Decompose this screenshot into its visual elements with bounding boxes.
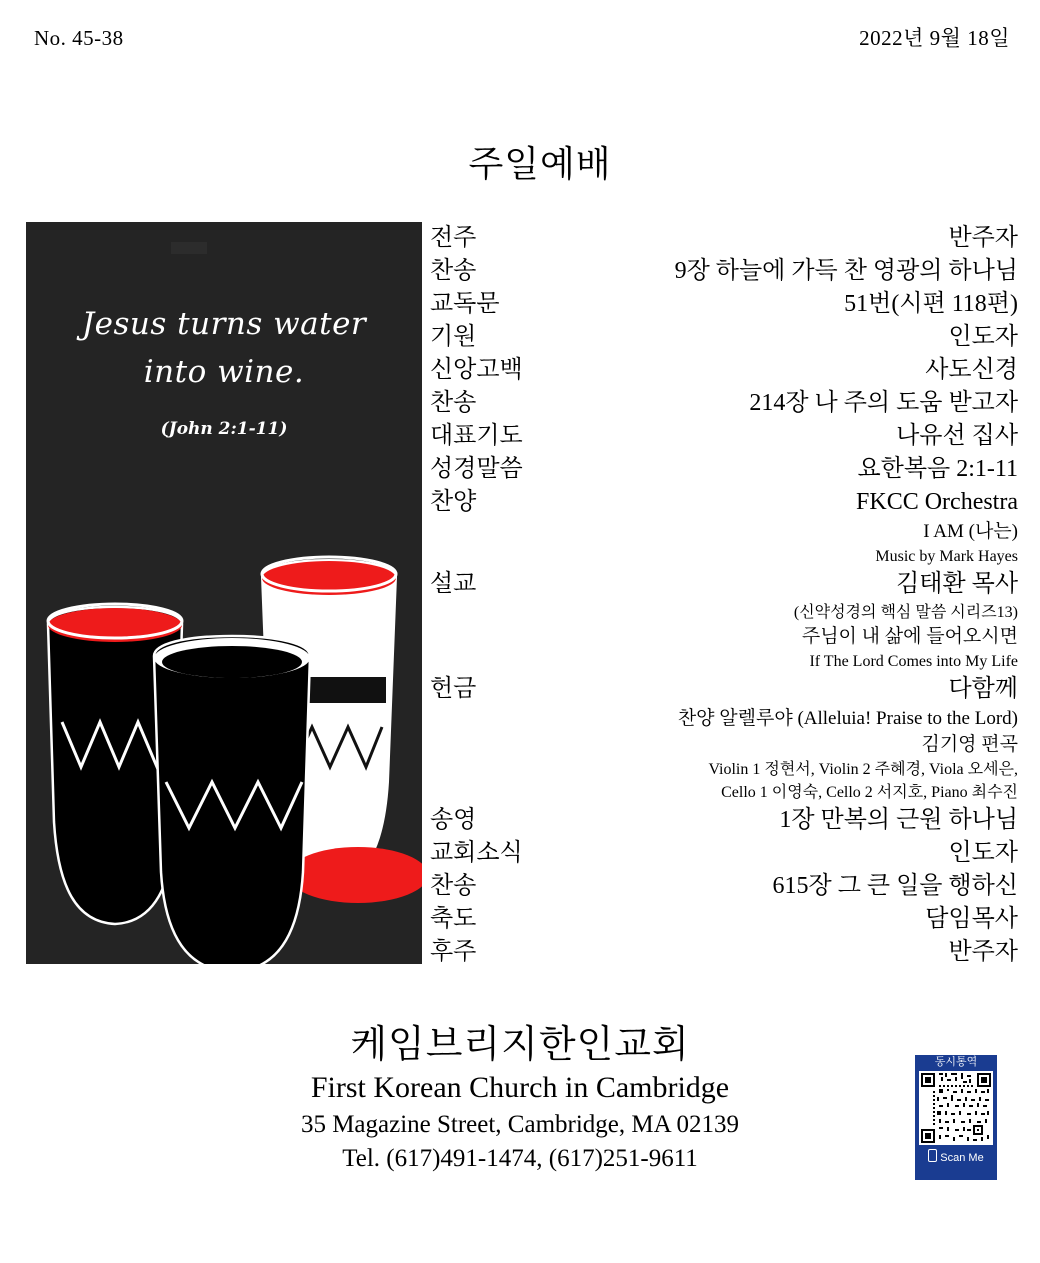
- order-label: 찬송: [430, 390, 477, 416]
- order-value: 인도자: [948, 840, 1018, 866]
- church-address: 35 Magazine Street, Cambridge, MA 02139: [300, 1111, 740, 1138]
- order-value: 9장 하늘에 가득 찬 영광의 하나님: [674, 258, 1018, 284]
- order-subline: 김기영 편곡: [921, 734, 1018, 755]
- order-value: 담임목사: [925, 906, 1018, 932]
- order-label: 기원: [430, 324, 477, 350]
- order-subline: 주님이 내 삶에 들어오시면: [801, 626, 1018, 647]
- order-row: [430, 673, 1018, 706]
- order-row: [430, 903, 1018, 936]
- order-label: 교회소식: [430, 840, 523, 866]
- order-row: [430, 568, 1018, 601]
- order-subline: Cello 1 이영숙, Cello 2 서지호, Piano 최수진: [721, 784, 1018, 801]
- order-row: [430, 387, 1018, 420]
- cover-caption-line2: into wine.: [143, 354, 305, 391]
- cover-scripture-reference: (John 2:1-11): [160, 419, 288, 439]
- order-value: 나유선 집사: [896, 423, 1018, 449]
- order-subline: I AM (나는): [923, 521, 1018, 542]
- qr-top-label: 동시통역: [934, 1056, 978, 1068]
- order-subline: Music by Mark Hayes: [875, 548, 1018, 565]
- qr-scan-label: [915, 1149, 997, 1164]
- order-row: [430, 420, 1018, 453]
- order-label: 설교: [430, 571, 477, 597]
- qr-code-badge[interactable]: [915, 1055, 997, 1180]
- order-value: 다함께: [948, 676, 1018, 702]
- order-value: 요한복음 2:1-11: [857, 456, 1018, 482]
- order-label: 찬송: [430, 258, 477, 284]
- order-value: 반주자: [948, 225, 1018, 251]
- order-label: 찬송: [430, 873, 477, 899]
- order-label: 송영: [430, 807, 477, 833]
- order-of-service: [430, 222, 1018, 969]
- order-value: 615장 그 큰 일을 행하신: [772, 873, 1018, 899]
- qr-scan-text: Scan Me: [940, 1152, 984, 1164]
- order-row: [430, 936, 1018, 969]
- order-row: [430, 222, 1018, 255]
- order-value: 반주자: [948, 939, 1018, 965]
- phone-icon: [928, 1149, 937, 1162]
- order-row: [430, 837, 1018, 870]
- order-value: 인도자: [948, 324, 1018, 350]
- church-info: [0, 1022, 1040, 1176]
- order-value: 사도신경: [925, 357, 1018, 383]
- order-label: 헌금: [430, 676, 477, 702]
- order-label: 대표기도: [430, 423, 523, 449]
- church-phone: Tel. (617)491-1474, (617)251-9611: [342, 1145, 698, 1172]
- order-row: [430, 255, 1018, 288]
- order-label: 신앙고백: [430, 357, 523, 383]
- order-label: 찬양: [430, 489, 477, 515]
- qr-code-image: [919, 1071, 993, 1145]
- order-row: [430, 354, 1018, 387]
- order-label: 전주: [430, 225, 477, 251]
- order-label: 축도: [430, 906, 477, 932]
- black-jar-center: [154, 636, 310, 964]
- order-row: [430, 288, 1018, 321]
- order-value: 214장 나 주의 도움 받고자: [749, 390, 1018, 416]
- order-subline: Violin 1 정현서, Violin 2 주혜경, Viola 오세은,: [708, 761, 1018, 778]
- service-title-text: 주일예배: [468, 144, 612, 184]
- order-subline: If The Lord Comes into My Life: [809, 653, 1018, 670]
- cover-caption-line1: Jesus turns water: [81, 306, 367, 342]
- page-header: [34, 22, 1010, 52]
- order-subline: (신약성경의 핵심 말씀 시리즈13): [793, 604, 1018, 621]
- order-value: 1장 만복의 근원 하나님: [779, 807, 1018, 833]
- issue-number: No. 45-38: [34, 26, 124, 50]
- church-name-english: First Korean Church in Cambridge: [310, 1071, 730, 1104]
- cover-caption: [26, 300, 422, 396]
- order-row: [430, 870, 1018, 903]
- church-name-korean: 케임브리지한인교회: [350, 1024, 690, 1066]
- order-row: [430, 486, 1018, 519]
- cover-illustration: [26, 222, 422, 964]
- order-row: [430, 321, 1018, 354]
- order-row: [430, 453, 1018, 486]
- order-label: 후주: [430, 939, 477, 965]
- order-row: [430, 804, 1018, 837]
- order-label: 성경말씀: [430, 456, 523, 482]
- bulletin-date: 2022년 9월 18일: [859, 26, 1010, 50]
- order-value: 김태환 목사: [896, 571, 1018, 597]
- order-value: 51번(시편 118편): [844, 291, 1018, 317]
- qr-matrix: [919, 1071, 993, 1145]
- order-value: FKCC Orchestra: [856, 489, 1018, 515]
- order-label: 교독문: [430, 291, 500, 317]
- order-subline: 찬양 알렐루야 (Alleluia! Praise to the Lord): [677, 708, 1018, 729]
- page-title: [0, 136, 1040, 187]
